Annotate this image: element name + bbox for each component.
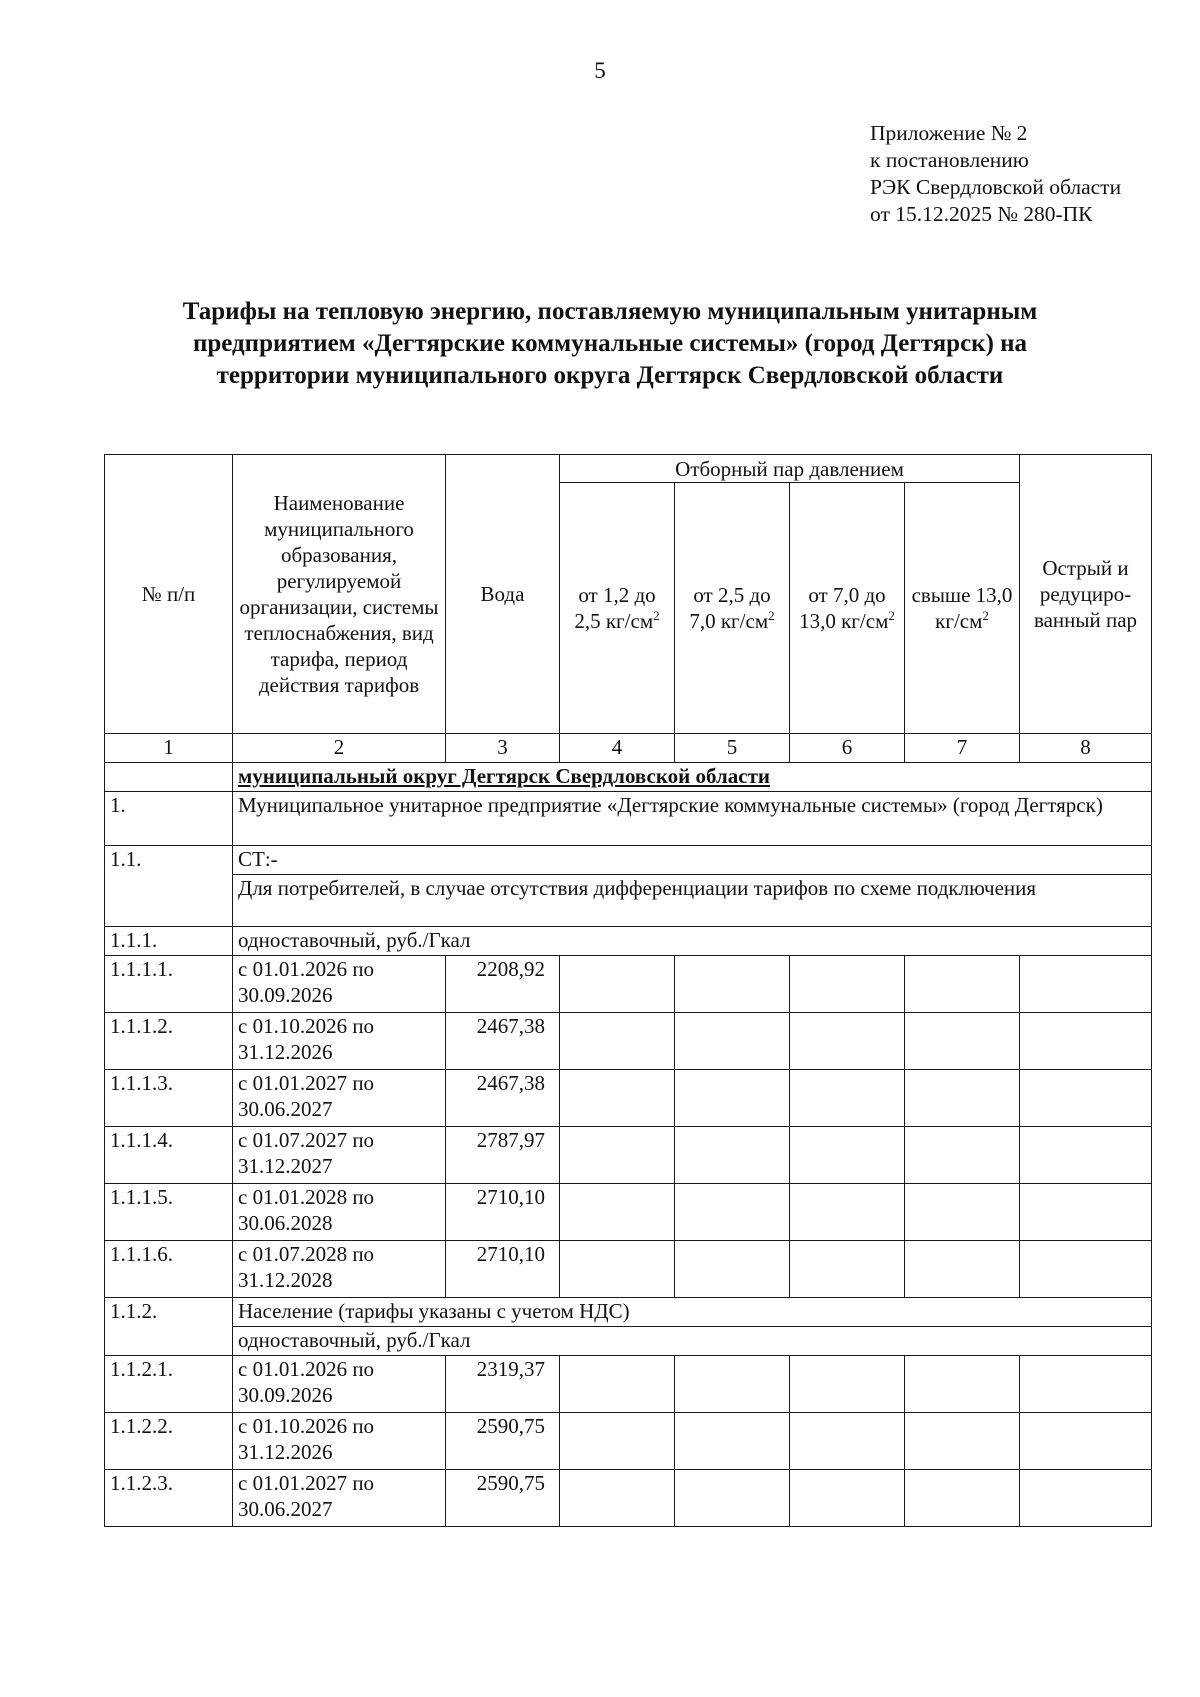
water-tariff-cell: 2319,37 bbox=[446, 1356, 560, 1413]
empty-cell bbox=[905, 1127, 1020, 1184]
column-number: 2 bbox=[233, 734, 446, 763]
group-row bbox=[105, 927, 1152, 956]
organization-row bbox=[105, 792, 1152, 846]
water-tariff-cell: 2467,38 bbox=[446, 1070, 560, 1127]
empty-cell bbox=[1020, 956, 1152, 1013]
empty-cell bbox=[560, 1013, 675, 1070]
tariff-row bbox=[105, 1413, 1152, 1470]
group-subtext: одноставочный, руб./Гкал bbox=[233, 1327, 1152, 1356]
appendix-line: РЭК Свердловской области bbox=[870, 175, 1122, 199]
header-num: № п/п bbox=[105, 455, 233, 734]
organization-name: Муниципальное унитарное предприятие «Дегтярские коммунальные системы» (город Дегтярск) bbox=[233, 792, 1152, 846]
period-cell: с 01.10.2026 по 31.12.2026 bbox=[233, 1413, 446, 1470]
row-number: 1.1.1. bbox=[105, 927, 233, 956]
empty-cell bbox=[905, 1184, 1020, 1241]
appendix-line: Приложение № 2 bbox=[870, 121, 1028, 145]
column-number: 8 bbox=[1020, 734, 1152, 763]
tariff-row bbox=[105, 1356, 1152, 1413]
empty-cell bbox=[560, 1127, 675, 1184]
header-pressure-2: от 2,5 до 7,0 $кг/см^2$ bbox=[675, 483, 790, 734]
period-cell: с 01.07.2027 по 31.12.2027 bbox=[233, 1127, 446, 1184]
column-number: 6 bbox=[790, 734, 905, 763]
empty-cell bbox=[905, 1013, 1020, 1070]
header-pressure-1: от 1,2 до 2,5 $кг/см^2$ bbox=[560, 483, 675, 734]
document-title bbox=[110, 296, 1110, 392]
row-number: 1.1.1.6. bbox=[105, 1241, 233, 1298]
period-cell: с 01.01.2026 по 30.09.2026 bbox=[233, 1356, 446, 1413]
page-number: 5 bbox=[594, 58, 606, 83]
empty-cell bbox=[790, 1470, 905, 1527]
water-tariff-cell: 2208,92 bbox=[446, 956, 560, 1013]
note-row bbox=[105, 875, 1152, 927]
row-number: 1.1. bbox=[105, 846, 233, 927]
row-number: 1.1.1.3. bbox=[105, 1070, 233, 1127]
empty-cell bbox=[675, 1070, 790, 1127]
empty-cell bbox=[905, 1470, 1020, 1527]
note-text: Для потребителей, в случае отсутствия дифференциации тарифов по схеме подключения bbox=[233, 875, 1152, 927]
water-tariff-cell: 2467,38 bbox=[446, 1013, 560, 1070]
water-tariff-cell: 2787,97 bbox=[446, 1127, 560, 1184]
region-name: муниципальный округ Дегтярск Свердловской области bbox=[233, 763, 1152, 792]
water-tariff-cell: 2590,75 bbox=[446, 1470, 560, 1527]
empty-cell bbox=[675, 1413, 790, 1470]
empty-cell bbox=[1020, 1013, 1152, 1070]
row-number: 1.1.1.1. bbox=[105, 956, 233, 1013]
water-tariff-cell: 2710,10 bbox=[446, 1184, 560, 1241]
title-line: Тарифы на тепловую энергию, поставляемую муниципальным унитарным bbox=[182, 298, 1038, 325]
empty-cell bbox=[1020, 1413, 1152, 1470]
row-number: 1.1.2.1. bbox=[105, 1356, 233, 1413]
column-number: 4 bbox=[560, 734, 675, 763]
period-cell: с 01.01.2027 по 30.06.2027 bbox=[233, 1470, 446, 1527]
empty-cell bbox=[560, 1470, 675, 1527]
empty-cell bbox=[1020, 1070, 1152, 1127]
column-number: 5 bbox=[675, 734, 790, 763]
row-number: 1.1.2.2. bbox=[105, 1413, 233, 1470]
empty-cell bbox=[790, 1127, 905, 1184]
empty-cell bbox=[675, 1356, 790, 1413]
header-steam-group: Отборный пар давлением bbox=[560, 455, 1020, 483]
empty-cell bbox=[675, 1127, 790, 1184]
tariff-row bbox=[105, 1241, 1152, 1298]
period-cell: с 01.07.2028 по 31.12.2028 bbox=[233, 1241, 446, 1298]
empty-cell bbox=[675, 956, 790, 1013]
empty-cell bbox=[675, 1241, 790, 1298]
tariff-row bbox=[105, 1013, 1152, 1070]
header-water: Вода bbox=[446, 455, 560, 734]
tariff-row bbox=[105, 1127, 1152, 1184]
empty-cell bbox=[560, 1241, 675, 1298]
column-number: 1 bbox=[105, 734, 233, 763]
row-number: 1.1.1.2. bbox=[105, 1013, 233, 1070]
empty-cell bbox=[560, 956, 675, 1013]
empty-cell bbox=[1020, 1184, 1152, 1241]
empty-cell bbox=[1020, 1241, 1152, 1298]
tariff-row bbox=[105, 1470, 1152, 1527]
group-row bbox=[105, 1298, 1152, 1327]
empty-cell bbox=[790, 956, 905, 1013]
header-sharp-steam: Острый и редуциро-ванный пар bbox=[1020, 455, 1152, 734]
empty-cell bbox=[675, 1013, 790, 1070]
title-line: территории муниципального округа Дегтярск Свердловской области bbox=[216, 362, 1004, 389]
tariff-row bbox=[105, 956, 1152, 1013]
empty-cell bbox=[560, 1184, 675, 1241]
empty-cell bbox=[1020, 1470, 1152, 1527]
appendix-line: от 15.12.2025 № 280-ПК bbox=[870, 202, 1093, 226]
period-cell: с 01.01.2028 по 30.06.2028 bbox=[233, 1184, 446, 1241]
empty-cell bbox=[560, 1413, 675, 1470]
header-name: Наименование муниципального образования, регулируемой организации, системы теплоснабжения, вид тарифа, период действия тарифов bbox=[233, 455, 446, 734]
appendix-block bbox=[870, 120, 1121, 228]
water-tariff-cell: 2590,75 bbox=[446, 1413, 560, 1470]
appendix-line: к постановлению bbox=[870, 148, 1029, 172]
column-numbers-row bbox=[105, 734, 1152, 763]
column-number: 7 bbox=[905, 734, 1020, 763]
tariff-table bbox=[104, 454, 1152, 1527]
empty-cell bbox=[675, 1470, 790, 1527]
empty-cell bbox=[905, 1070, 1020, 1127]
empty-cell bbox=[560, 1070, 675, 1127]
group-text: одноставочный, руб./Гкал bbox=[233, 927, 1152, 956]
row-number: 1.1.1.5. bbox=[105, 1184, 233, 1241]
empty-cell bbox=[905, 1413, 1020, 1470]
empty-cell bbox=[560, 1356, 675, 1413]
row-number: 1.1.2.3. bbox=[105, 1470, 233, 1527]
empty-cell bbox=[1020, 1127, 1152, 1184]
empty-cell bbox=[905, 1356, 1020, 1413]
period-cell: с 01.10.2026 по 31.12.2026 bbox=[233, 1013, 446, 1070]
row-number: 1. bbox=[105, 792, 233, 846]
column-number: 3 bbox=[446, 734, 560, 763]
empty-cell bbox=[790, 1013, 905, 1070]
st-row bbox=[105, 846, 1152, 875]
empty-cell bbox=[790, 1184, 905, 1241]
row-number: 1.1.1.4. bbox=[105, 1127, 233, 1184]
empty-cell bbox=[905, 956, 1020, 1013]
st-text: СТ:- bbox=[233, 846, 1152, 875]
period-cell: с 01.01.2027 по 30.06.2027 bbox=[233, 1070, 446, 1127]
empty-cell bbox=[790, 1070, 905, 1127]
water-tariff-cell: 2710,10 bbox=[446, 1241, 560, 1298]
tariff-row bbox=[105, 1184, 1152, 1241]
empty-cell bbox=[675, 1184, 790, 1241]
title-line: предприятием «Дегтярские коммунальные системы» (город Дегтярск) на bbox=[192, 330, 1028, 357]
header-pressure-4: свыше 13,0 $кг/см^2$ bbox=[905, 483, 1020, 734]
period-cell: с 01.01.2026 по 30.09.2026 bbox=[233, 956, 446, 1013]
empty-cell bbox=[790, 1413, 905, 1470]
empty-cell bbox=[905, 1241, 1020, 1298]
region-row bbox=[105, 763, 1152, 792]
row-number: 1.1.2. bbox=[105, 1298, 233, 1356]
tariff-row bbox=[105, 1070, 1152, 1127]
empty-cell bbox=[1020, 1356, 1152, 1413]
empty-cell bbox=[790, 1356, 905, 1413]
header-pressure-3: от 7,0 до 13,0 $кг/см^2$ bbox=[790, 483, 905, 734]
group-text: Население (тарифы указаны с учетом НДС) bbox=[233, 1298, 1152, 1327]
empty-cell bbox=[790, 1241, 905, 1298]
group-subrow bbox=[105, 1327, 1152, 1356]
